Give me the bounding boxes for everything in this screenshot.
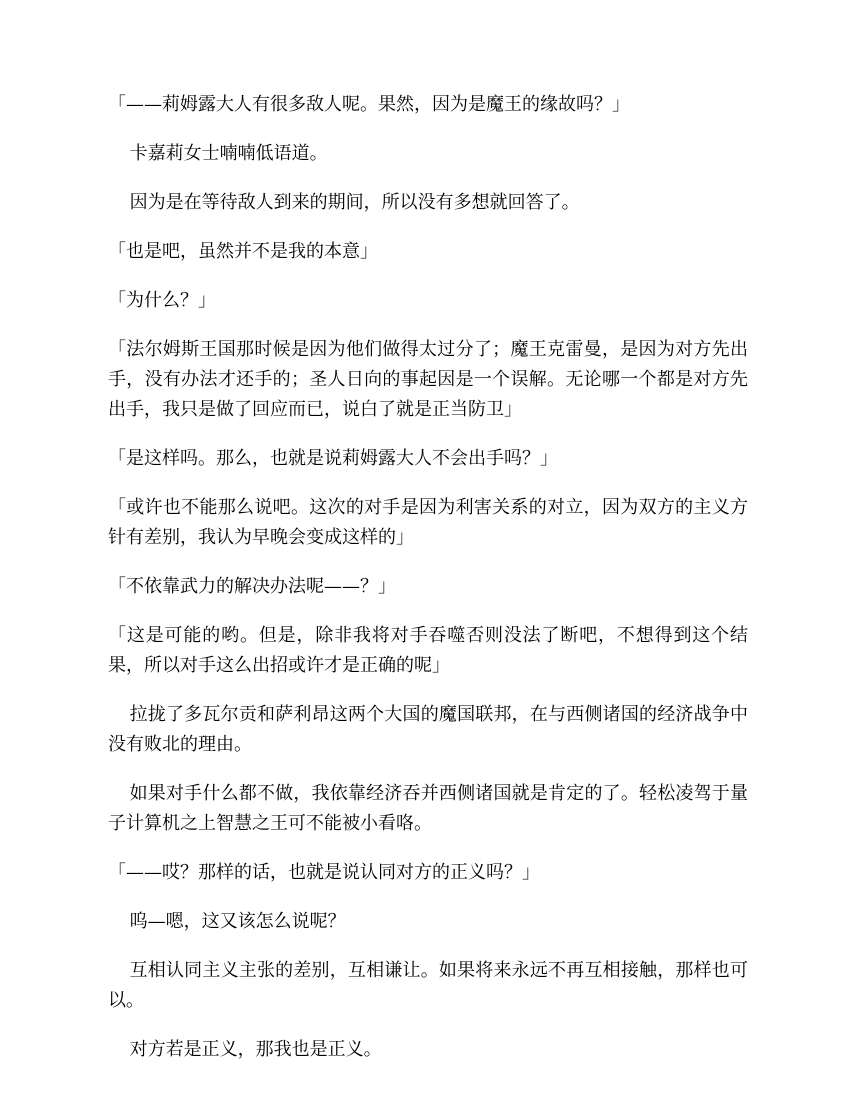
paragraph-1: 「——莉姆露大人有很多敌人呢。果然，因为是魔王的缘故吗？」	[108, 94, 630, 115]
paragraph-16: 对方若是正义，那我也是正义。	[129, 1039, 382, 1060]
paragraph-15: 互相认同主义主张的差别，互相谦让。如果将来永远不再互相接触，那样也可以。	[108, 960, 748, 1011]
paragraph-13: 「——哎？那样的话，也就是说认同对方的正义吗？」	[108, 862, 540, 883]
paragraph-2: 卡嘉莉女士喃喃低语道。	[129, 143, 328, 164]
paragraph-4: 「也是吧，虽然并不是我的本意」	[108, 241, 378, 262]
paragraph-3: 因为是在等待敌人到来的期间，所以没有多想就回答了。	[129, 192, 580, 213]
paragraph-12: 如果对手什么都不做，我依靠经济吞并西侧诸国就是肯定的了。轻松凌驾于量子计算机之上智慧之王可不能被小看咯。	[108, 783, 748, 834]
paragraph-9: 「不依靠武力的解决办法呢——？」	[108, 576, 396, 597]
paragraph-8: 「或许也不能那么说吧。这次的对手是因为利害关系的对立，因为双方的主义方针有差别，我认为早晚会变成这样的」	[108, 497, 748, 548]
paragraph-7: 「是这样吗。那么，也就是说莉姆露大人不会出手吗？」	[108, 448, 558, 469]
paragraph-10: 「这是可能的哟。但是，除非我将对手吞噬否则没法了断吧，不想得到这个结果，所以对手这么出招或许才是正确的呢」	[108, 625, 748, 676]
document-page	[108, 90, 748, 1084]
paragraph-6: 「法尔姆斯王国那时候是因为他们做得太过分了；魔王克雷曼，是因为对方先出手，没有办法才还手的；圣人日向的事起因是一个误解。无论哪一个都是对方先出手，我只是做了回应而已，说白了就是正当防卫」	[108, 339, 748, 420]
paragraph-14: 呜—嗯，这又该怎么说呢？	[129, 911, 346, 932]
paragraph-11: 拉拢了多瓦尔贡和萨利昂这两个大国的魔国联邦，在与西侧诸国的经济战争中没有败北的理由。	[108, 704, 748, 755]
paragraph-5: 「为什么？」	[108, 290, 216, 311]
